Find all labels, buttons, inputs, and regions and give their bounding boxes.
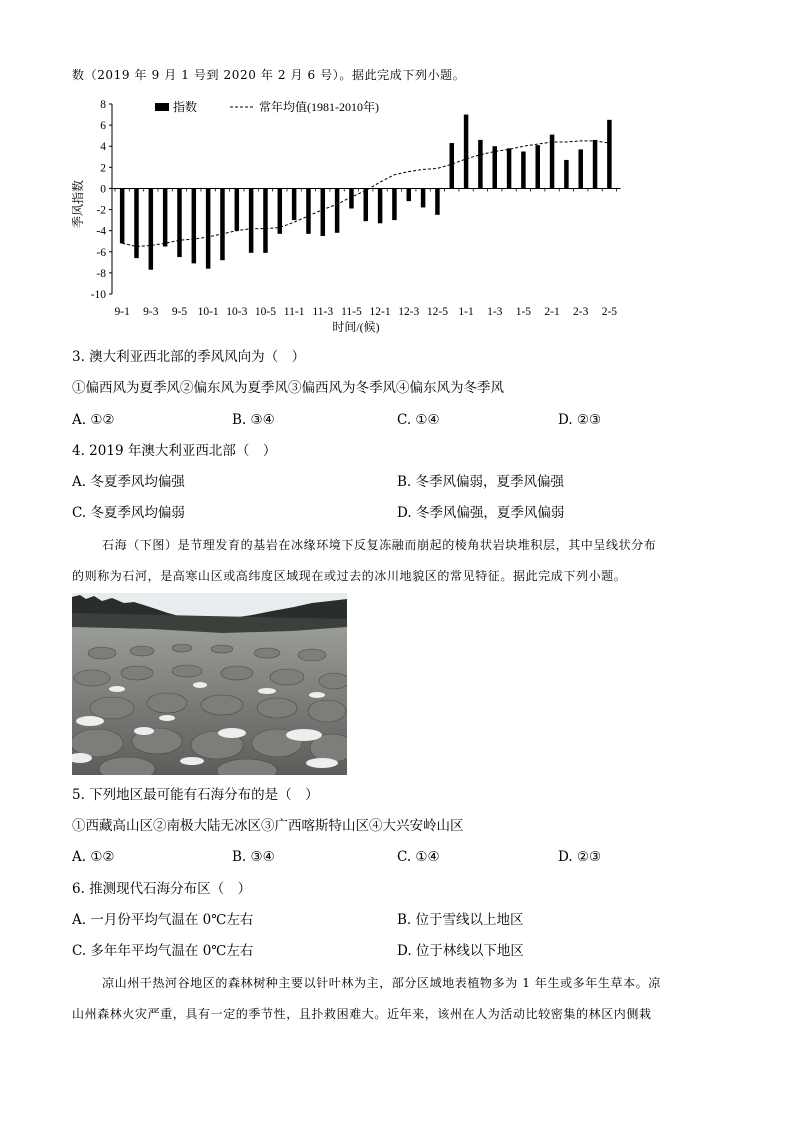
index-bar [249, 188, 254, 252]
q4-option-a[interactable]: A. 冬夏季风均偏强 [72, 474, 185, 490]
index-bar [335, 188, 340, 232]
index-bar [349, 188, 354, 208]
index-bar [435, 188, 440, 214]
y-tick-label: 6 [100, 120, 106, 133]
index-bar [306, 188, 311, 233]
index-bar [507, 148, 512, 188]
y-tick-label: -10 [90, 289, 106, 301]
x-tick-label: 1-5 [515, 306, 532, 318]
index-bar [464, 115, 469, 189]
y-tick-label: 4 [100, 141, 106, 154]
q6-option-b[interactable]: B. 位于雪线以上地区 [397, 912, 524, 928]
index-bar [163, 188, 168, 246]
q3-option-d[interactable]: D. ②③ [558, 412, 602, 428]
x-tick-label: 2-3 [573, 306, 589, 318]
q6-option-c[interactable]: C. 多年年平均气温在 0℃左右 [72, 943, 254, 959]
index-bar [378, 188, 383, 223]
q6-option-d[interactable]: D. 位于林线以下地区 [397, 943, 524, 959]
index-bar [120, 188, 125, 243]
index-bar [364, 188, 369, 221]
index-bar [593, 140, 598, 189]
index-bar [177, 188, 182, 257]
x-tick-label: 12-5 [426, 306, 448, 318]
y-tick-label: -2 [96, 204, 106, 217]
index-bar [149, 188, 154, 269]
legend-swatch-index [155, 103, 169, 111]
index-bar [134, 188, 139, 258]
x-tick-label: 2-5 [601, 306, 618, 318]
intro-line: 数（2019 年 9 月 1 号到 2020 年 2 月 6 号）。据此完成下列小题。 [72, 68, 466, 82]
q4-option-c[interactable]: C. 冬夏季风均偏弱 [72, 505, 185, 521]
index-bar [192, 188, 197, 263]
y-axis [91, 99, 112, 301]
index-bar [392, 188, 397, 220]
index-bar [450, 143, 455, 188]
index-bar [564, 160, 569, 189]
x-axis-label: 时间/(候) [332, 320, 380, 334]
q5-option-d[interactable]: D. ②③ [558, 849, 602, 865]
x-tick-label: 9-5 [171, 306, 188, 318]
x-tick-label: 10-1 [197, 306, 219, 318]
x-tick-label: 2-1 [544, 306, 560, 318]
index-bar [263, 188, 268, 252]
index-bar [521, 152, 526, 189]
index-bar [535, 145, 540, 188]
q5-stem: 5. 下列地区最可能有石海分布的是（ ） [72, 787, 319, 803]
y-tick-label: -6 [96, 246, 106, 259]
index-bar [292, 188, 297, 220]
index-bar [578, 149, 583, 188]
y-tick-label: 8 [100, 99, 106, 111]
q3-stem: 3. 澳大利亚西北部的季风风向为（ ） [72, 349, 306, 365]
index-bar [321, 188, 326, 236]
x-tick-label: 9-3 [143, 306, 159, 318]
y-tick-label: 2 [100, 162, 106, 175]
q5-option-c[interactable]: C. ①④ [397, 849, 440, 865]
q3-option-c[interactable]: C. ①④ [397, 412, 440, 428]
q3-option-a[interactable]: A. ①② [72, 412, 115, 428]
x-tick-label: 9-1 [114, 306, 130, 318]
index-bar [478, 140, 483, 189]
q4-option-d[interactable]: D. 冬季风偏强，夏季风偏弱 [397, 505, 565, 521]
q5-option-a[interactable]: A. ①② [72, 849, 115, 865]
index-bar [407, 188, 412, 201]
legend-label-average: 常年均值(1981-2010年) [259, 100, 379, 114]
index-bar [492, 146, 497, 188]
index-bar [607, 120, 612, 189]
index-bars [120, 115, 612, 270]
passage3-line1: 凉山州干热河谷地区的森林树种主要以针叶林为主，部分区域地表植物多为 1 年生或多年生草本。凉 [102, 976, 661, 990]
x-tick-label: 11-5 [341, 306, 362, 318]
q4-stem: 4. 2019 年澳大利亚西北部（ ） [72, 443, 277, 459]
q5-statements: ①西藏高山区②南极大陆无冰区③广西喀斯特山区④大兴安岭山区 [72, 818, 464, 834]
q3-option-b[interactable]: B. ③④ [232, 412, 275, 428]
x-tick-label: 12-1 [369, 306, 391, 318]
q3-statements: ①偏西风为夏季风②偏东风为夏季风③偏西风为冬季风④偏东风为冬季风 [72, 380, 504, 396]
index-bar [206, 188, 211, 268]
passage2-line1: 石海（下图）是节理发育的基岩在冰缘环境下反复冻融而崩起的棱角状岩块堆积层，其中呈线状分布 [102, 538, 657, 552]
q5-option-b[interactable]: B. ③④ [232, 849, 275, 865]
x-tick-label: 11-3 [312, 306, 334, 318]
index-bar [220, 188, 225, 260]
q4-option-b[interactable]: B. 冬季风偏弱，夏季风偏强 [397, 474, 565, 490]
y-tick-label: 0 [100, 183, 106, 196]
monsoon-index-chart [66, 96, 626, 336]
q6-option-a[interactable]: A. 一月份平均气温在 0℃左右 [72, 912, 254, 928]
index-bar [235, 188, 240, 230]
x-tick-label: 11-1 [283, 306, 305, 318]
index-bar [421, 188, 426, 207]
chart-legend [155, 99, 379, 114]
y-axis-label: 季风指数 [71, 179, 85, 229]
x-tick-label: 10-5 [254, 306, 277, 318]
x-tick-label: 1-3 [487, 306, 503, 318]
y-tick-label: -4 [96, 225, 106, 238]
x-tick-label: 10-3 [226, 306, 248, 318]
legend-label-index: 指数 [173, 100, 198, 114]
y-tick-label: -8 [96, 267, 106, 280]
q6-stem: 6. 推测现代石海分布区（ ） [72, 881, 252, 897]
passage3-line2: 山州森林火灾严重，具有一定的季节性，且扑救困难大。近年来，该州在人为活动比较密集的林区内侧栽 [72, 1007, 652, 1021]
passage2-line2: 的则称为石河，是高寒山区或高纬度区域现在或过去的冰川地貌区的常见特征。据此完成下列小题。 [72, 569, 627, 583]
x-tick-label: 1-1 [458, 306, 474, 318]
x-tick-label: 12-3 [398, 306, 420, 318]
stone-sea-photo [72, 593, 347, 775]
